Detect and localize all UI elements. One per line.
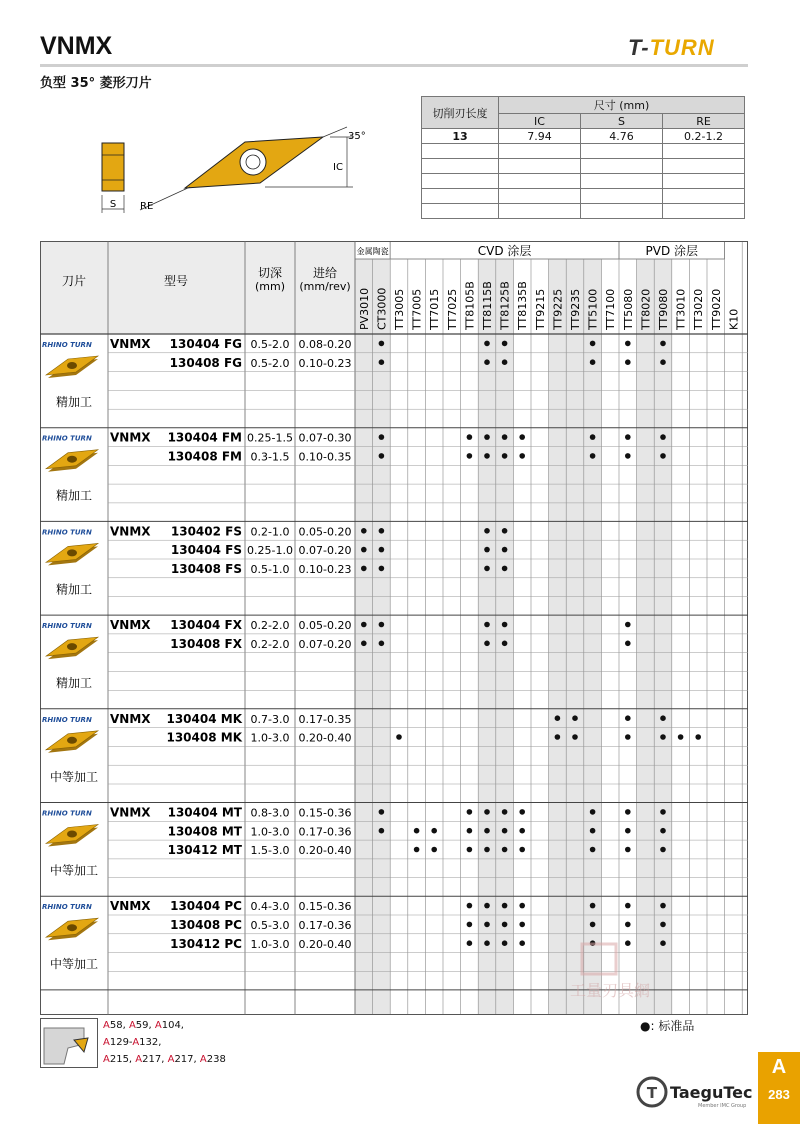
standard-dot bbox=[484, 809, 490, 815]
reference-line bbox=[103, 1017, 226, 1034]
feed-value: 0.17-0.36 bbox=[298, 919, 352, 932]
ref-letter: A bbox=[132, 1037, 140, 1048]
taegutec-logo bbox=[636, 1076, 756, 1110]
standard-dot bbox=[361, 547, 367, 553]
dimension-table bbox=[421, 96, 745, 219]
grade-tt3020: TT3020 bbox=[692, 288, 706, 330]
header-insert: 刀片 bbox=[61, 274, 87, 288]
ref-page: 217, bbox=[142, 1054, 168, 1065]
t-turn-logo bbox=[628, 35, 715, 61]
grade-tt9215: TT9215 bbox=[533, 288, 547, 330]
grade-selection-table bbox=[40, 241, 748, 1015]
grade-tt3010: TT3010 bbox=[674, 288, 688, 330]
operation-label: 精加工 bbox=[55, 676, 93, 691]
model-code: 130408 FX bbox=[170, 636, 242, 651]
feed-value: 0.10-0.35 bbox=[298, 450, 352, 464]
standard-dot bbox=[625, 434, 631, 440]
header-feed: 进给 bbox=[312, 266, 338, 280]
standard-dot bbox=[625, 809, 631, 815]
standard-dot bbox=[502, 922, 508, 928]
grade-k10: K10 bbox=[727, 308, 741, 330]
standard-dot bbox=[484, 922, 490, 928]
standard-dot bbox=[660, 434, 666, 440]
depth-value: 0.4-3.0 bbox=[250, 900, 290, 914]
standard-dot bbox=[379, 528, 385, 534]
ref-letter: A bbox=[154, 1020, 162, 1031]
watermark-text: 工量刃具網 bbox=[569, 981, 651, 1000]
standard-dot bbox=[484, 566, 490, 572]
grade-tt9235: TT9235 bbox=[569, 288, 582, 330]
ref-letter: A bbox=[103, 1020, 110, 1031]
reference-line bbox=[103, 1051, 226, 1068]
depth-value: 0.2-2.0 bbox=[250, 619, 290, 633]
standard-dot bbox=[502, 341, 508, 347]
grade-tt7005: TT7005 bbox=[410, 288, 424, 330]
standard-dot bbox=[625, 922, 631, 928]
depth-value: 0.25-1.5 bbox=[247, 431, 293, 445]
ref-page: 238 bbox=[206, 1054, 226, 1065]
grade-tt5100: TT5100 bbox=[586, 288, 600, 330]
standard-dot bbox=[502, 622, 508, 628]
rhino-turn-logo: RHINO TURN bbox=[42, 809, 92, 818]
standard-dot bbox=[502, 641, 508, 647]
operation-label: 中等加工 bbox=[49, 863, 99, 878]
model-prefix: VNMX bbox=[110, 899, 151, 914]
standard-dot bbox=[625, 734, 631, 740]
standard-dot bbox=[625, 359, 631, 365]
model-code: 130408 PC bbox=[170, 918, 242, 932]
feed-value: 0.20-0.40 bbox=[298, 844, 352, 858]
group-cvd: CVD 涂层 bbox=[477, 244, 532, 258]
rhino-turn-logo: RHINO TURN bbox=[42, 622, 92, 631]
grade-tt9225: TT9225 bbox=[551, 288, 565, 330]
standard-dot bbox=[361, 528, 367, 534]
page-letter: A bbox=[771, 1056, 787, 1078]
dim-header-size: 尺寸 (mm) bbox=[499, 97, 745, 114]
brand-part2: TURN bbox=[649, 35, 715, 60]
standard-dot bbox=[519, 903, 525, 909]
standard-dot bbox=[502, 903, 508, 909]
model-code: 130402 FS bbox=[170, 524, 242, 539]
standard-dot bbox=[625, 641, 631, 647]
operation-label: 精加工 bbox=[55, 488, 93, 503]
ic-label: IC bbox=[333, 162, 343, 173]
standard-dot bbox=[660, 809, 666, 815]
standard-dot bbox=[484, 641, 490, 647]
standard-dot bbox=[590, 922, 596, 928]
standard-dot bbox=[625, 453, 631, 459]
feed-value: 0.07-0.20 bbox=[298, 637, 352, 651]
insert-hole bbox=[67, 549, 77, 556]
grade-tt8020: TT8020 bbox=[639, 288, 653, 330]
group-pvd: PVD 涂层 bbox=[645, 244, 699, 258]
standard-dot bbox=[484, 341, 490, 347]
insert-hole bbox=[67, 643, 77, 650]
grade-column-shade bbox=[637, 259, 655, 1015]
dim-re-value: 0.2-1.2 bbox=[663, 129, 745, 144]
angle-label: 35° bbox=[348, 131, 366, 142]
dim-header-ic: IC bbox=[499, 114, 581, 129]
grade-column-shade bbox=[355, 259, 373, 1015]
grade-column-shade bbox=[496, 259, 514, 1015]
feed-value: 0.08-0.20 bbox=[298, 338, 352, 351]
standard-dot bbox=[379, 828, 385, 834]
standard-dot bbox=[379, 359, 385, 365]
svg-text:T: T bbox=[646, 1084, 658, 1102]
model-prefix: VNMX bbox=[110, 524, 151, 539]
standard-dot bbox=[502, 528, 508, 534]
dim-header-s: S bbox=[581, 114, 663, 129]
standard-dot bbox=[484, 547, 490, 553]
rhino-turn-logo: RHINO TURN bbox=[42, 434, 92, 443]
ref-letter: A bbox=[199, 1054, 207, 1065]
operation-label: 精加工 bbox=[55, 582, 93, 597]
depth-value: 1.0-3.0 bbox=[250, 731, 290, 745]
legend-standard: ●: 标准品 bbox=[640, 1019, 695, 1033]
model-prefix: VNMX bbox=[110, 805, 151, 820]
model-code: 130404 MK bbox=[166, 711, 242, 726]
standard-dot bbox=[590, 341, 596, 347]
reference-line bbox=[103, 1034, 226, 1051]
standard-dot bbox=[484, 359, 490, 365]
depth-value: 0.3-1.5 bbox=[250, 450, 290, 464]
feed-value: 0.10-0.23 bbox=[298, 356, 352, 370]
standard-dot bbox=[502, 359, 508, 365]
feed-value: 0.07-0.20 bbox=[298, 544, 352, 558]
standard-dot bbox=[379, 547, 385, 553]
dim-header-re: RE bbox=[663, 114, 745, 129]
insert-hole bbox=[67, 924, 77, 931]
rhino-turn-logo: RHINO TURN bbox=[42, 715, 92, 724]
grade-tt7100: TT7100 bbox=[604, 288, 618, 330]
standard-dot bbox=[678, 734, 684, 740]
standard-dot bbox=[590, 903, 596, 909]
header-depth: 切深 bbox=[257, 266, 283, 280]
standard-dot bbox=[572, 734, 578, 740]
standard-dot bbox=[502, 940, 508, 946]
depth-value: 0.5-3.0 bbox=[250, 919, 290, 932]
header-model: 型号 bbox=[163, 274, 189, 288]
dim-s-value: 4.76 bbox=[581, 129, 663, 144]
standard-dot bbox=[379, 434, 385, 440]
standard-dot bbox=[414, 828, 420, 834]
depth-value: 0.5-2.0 bbox=[250, 338, 290, 351]
standard-dot bbox=[660, 922, 666, 928]
standard-dot bbox=[590, 847, 596, 853]
standard-dot bbox=[502, 809, 508, 815]
standard-dot bbox=[590, 828, 596, 834]
standard-dot bbox=[660, 734, 666, 740]
standard-dot bbox=[484, 940, 490, 946]
feed-value: 0.20-0.40 bbox=[298, 731, 352, 745]
standard-dot bbox=[519, 847, 525, 853]
standard-dot bbox=[555, 715, 561, 721]
standard-dot bbox=[502, 847, 508, 853]
depth-value: 1.0-3.0 bbox=[250, 825, 290, 839]
page-tab bbox=[758, 1052, 800, 1124]
model-prefix: VNMX bbox=[110, 337, 151, 351]
standard-dot bbox=[590, 453, 596, 459]
standard-dot bbox=[379, 809, 385, 815]
grade-tt9020: TT9020 bbox=[709, 288, 723, 330]
feed-value: 0.20-0.40 bbox=[298, 937, 352, 951]
standard-dot bbox=[361, 641, 367, 647]
standard-dot bbox=[519, 434, 525, 440]
model-code: 130412 MT bbox=[167, 843, 242, 858]
model-prefix: VNMX bbox=[110, 430, 151, 445]
standard-dot bbox=[590, 809, 596, 815]
grade-column-shade bbox=[566, 259, 584, 1015]
model-code: 130408 MK bbox=[166, 730, 242, 745]
grade-column-shade bbox=[654, 259, 672, 1015]
brand-part1: T- bbox=[628, 35, 650, 60]
standard-dot bbox=[431, 847, 437, 853]
standard-dot bbox=[660, 341, 666, 347]
grade-column-shade bbox=[549, 259, 567, 1015]
ref-letter: A bbox=[135, 1054, 143, 1065]
re-label: RE bbox=[140, 201, 154, 212]
standard-dot bbox=[484, 528, 490, 534]
standard-dot bbox=[519, 940, 525, 946]
insert-side-view bbox=[102, 143, 124, 191]
standard-dot bbox=[379, 453, 385, 459]
standard-dot bbox=[379, 341, 385, 347]
feed-value: 0.17-0.36 bbox=[298, 825, 352, 839]
standard-dot bbox=[660, 847, 666, 853]
insert-hole bbox=[67, 737, 77, 744]
grade-ct3000: CT3000 bbox=[375, 287, 389, 330]
standard-dot bbox=[379, 622, 385, 628]
standard-dot bbox=[379, 641, 385, 647]
dim-ic-value: 7.94 bbox=[499, 129, 581, 144]
standard-dot bbox=[519, 828, 525, 834]
standard-dot bbox=[379, 566, 385, 572]
rhino-turn-logo: RHINO TURN bbox=[42, 341, 92, 349]
standard-dot bbox=[590, 434, 596, 440]
dim-header-edge: 切削刃长度 bbox=[422, 97, 499, 129]
standard-dot bbox=[484, 453, 490, 459]
model-code: 130404 FS bbox=[170, 543, 242, 558]
depth-value: 1.5-3.0 bbox=[250, 844, 290, 858]
model-prefix: VNMX bbox=[110, 711, 151, 726]
grade-column-shade bbox=[478, 259, 496, 1015]
ref-letter: A bbox=[103, 1037, 110, 1048]
standard-dot bbox=[414, 847, 420, 853]
standard-dot bbox=[660, 715, 666, 721]
ref-page: 217, bbox=[174, 1054, 200, 1065]
grade-column-shade bbox=[373, 259, 391, 1015]
grade-tt3005: TT3005 bbox=[393, 288, 406, 330]
standard-dot bbox=[519, 453, 525, 459]
standard-dot bbox=[467, 453, 473, 459]
standard-dot bbox=[484, 903, 490, 909]
standard-dot bbox=[484, 622, 490, 628]
dim-edge-value: 13 bbox=[422, 129, 499, 144]
grade-tt7015: TT7015 bbox=[428, 288, 442, 330]
standard-dot bbox=[467, 940, 473, 946]
grade-column-shade bbox=[584, 259, 602, 1015]
model-code: 130404 PC bbox=[170, 899, 242, 914]
ref-page: 215, bbox=[109, 1054, 136, 1065]
model-prefix: VNMX bbox=[110, 618, 151, 633]
standard-dot bbox=[590, 359, 596, 365]
model-code: 130404 MT bbox=[167, 805, 242, 820]
model-code: 130408 FS bbox=[170, 562, 242, 576]
standard-dot bbox=[555, 734, 561, 740]
standard-dot bbox=[625, 622, 631, 628]
feed-value: 0.10-0.23 bbox=[298, 563, 352, 576]
ref-letter: A bbox=[128, 1020, 136, 1031]
rhino-turn-logo: RHINO TURN bbox=[42, 528, 92, 537]
standard-dot bbox=[467, 809, 473, 815]
model-code: 130412 PC bbox=[170, 936, 242, 951]
standard-dot bbox=[625, 828, 631, 834]
standard-dot bbox=[695, 734, 701, 740]
grade-tt7025: TT7025 bbox=[445, 288, 459, 330]
standard-dot bbox=[660, 359, 666, 365]
standard-dot bbox=[361, 622, 367, 628]
standard-dot bbox=[396, 734, 402, 740]
feed-value: 0.17-0.35 bbox=[298, 712, 352, 726]
ref-page: 58, bbox=[109, 1020, 129, 1031]
standard-dot bbox=[572, 715, 578, 721]
standard-dot bbox=[467, 903, 473, 909]
ref-page: 132, bbox=[139, 1037, 162, 1048]
standard-dot bbox=[502, 434, 508, 440]
grade-pv3010: PV3010 bbox=[357, 287, 371, 330]
standard-dot bbox=[502, 453, 508, 459]
operation-label: 中等加工 bbox=[49, 957, 99, 972]
standard-dot bbox=[484, 828, 490, 834]
ref-page: 129- bbox=[109, 1037, 133, 1048]
standard-dot bbox=[519, 809, 525, 815]
company-name: TaeguTec bbox=[670, 1083, 753, 1102]
standard-dot bbox=[625, 715, 631, 721]
group-cermet: 金属陶瓷 bbox=[356, 247, 389, 256]
model-code: 130408 FM bbox=[167, 449, 242, 464]
title-divider bbox=[40, 64, 748, 67]
depth-value: 0.2-2.0 bbox=[250, 637, 290, 651]
standard-dot bbox=[467, 922, 473, 928]
page-subtitle: 负型 35° 菱形刀片 bbox=[40, 76, 152, 91]
standard-dot bbox=[660, 828, 666, 834]
standard-dot bbox=[625, 903, 631, 909]
feed-value: 0.05-0.20 bbox=[298, 525, 352, 539]
grade-tt8125b: TT8125B bbox=[498, 281, 512, 330]
s-label: S bbox=[109, 199, 117, 210]
depth-value: 1.0-3.0 bbox=[250, 937, 290, 951]
depth-value: 0.5-2.0 bbox=[250, 356, 290, 370]
grade-tt8105b: TT8105B bbox=[463, 281, 477, 330]
standard-dot bbox=[625, 341, 631, 347]
depth-value: 0.5-1.0 bbox=[250, 563, 290, 576]
ref-page: 104, bbox=[161, 1020, 184, 1031]
grade-tt8135b: TT8135B bbox=[516, 281, 530, 330]
depth-value: 0.8-3.0 bbox=[250, 806, 290, 820]
standard-dot bbox=[660, 903, 666, 909]
reference-pages bbox=[103, 1017, 226, 1068]
grade-tt5080: TT5080 bbox=[621, 288, 635, 330]
watermark bbox=[540, 940, 680, 1010]
model-code: 130404 FX bbox=[170, 618, 242, 633]
grade-tt9080: TT9080 bbox=[657, 288, 670, 330]
feed-value: 0.05-0.20 bbox=[298, 619, 352, 633]
standard-dot bbox=[625, 847, 631, 853]
insert-hole bbox=[67, 831, 77, 838]
rhino-turn-logo: RHINO TURN bbox=[42, 903, 92, 912]
standard-dot bbox=[502, 566, 508, 572]
standard-dot bbox=[502, 547, 508, 553]
turning-application-icon bbox=[40, 1018, 98, 1068]
model-code: 130408 FG bbox=[169, 355, 242, 370]
model-code: 130404 FM bbox=[167, 430, 242, 445]
header-depth-unit: (mm) bbox=[254, 280, 286, 293]
standard-dot bbox=[484, 847, 490, 853]
operation-label: 中等加工 bbox=[49, 769, 99, 784]
page-title: VNMX bbox=[40, 32, 113, 60]
ref-letter: A bbox=[167, 1054, 175, 1065]
standard-dot bbox=[467, 828, 473, 834]
header-feed-unit: (mm/rev) bbox=[299, 280, 351, 293]
standard-dot bbox=[431, 828, 437, 834]
company-tag: Member IMC Group bbox=[698, 1103, 747, 1109]
feed-value: 0.07-0.30 bbox=[298, 431, 352, 445]
insert-hole bbox=[67, 362, 77, 369]
depth-value: 0.25-1.0 bbox=[247, 544, 293, 558]
standard-dot bbox=[502, 828, 508, 834]
operation-label: 精加工 bbox=[55, 395, 93, 409]
ref-page: 59, bbox=[135, 1020, 155, 1031]
standard-dot bbox=[467, 847, 473, 853]
page-number: 283 bbox=[768, 1087, 790, 1102]
standard-dot bbox=[361, 566, 367, 572]
insert-hole bbox=[67, 456, 77, 463]
ref-letter: A bbox=[103, 1054, 110, 1065]
standard-dot bbox=[467, 434, 473, 440]
insert-dimension-diagram bbox=[95, 125, 385, 220]
standard-dot bbox=[660, 453, 666, 459]
standard-dot bbox=[519, 922, 525, 928]
feed-value: 0.15-0.36 bbox=[298, 806, 352, 820]
depth-value: 0.2-1.0 bbox=[250, 525, 290, 539]
model-code: 130408 MT bbox=[167, 824, 242, 839]
model-code: 130404 FG bbox=[169, 337, 242, 351]
depth-value: 0.7-3.0 bbox=[250, 712, 290, 726]
standard-dot bbox=[484, 434, 490, 440]
feed-value: 0.15-0.36 bbox=[298, 900, 352, 914]
grade-tt8115b: TT8115B bbox=[481, 281, 494, 330]
